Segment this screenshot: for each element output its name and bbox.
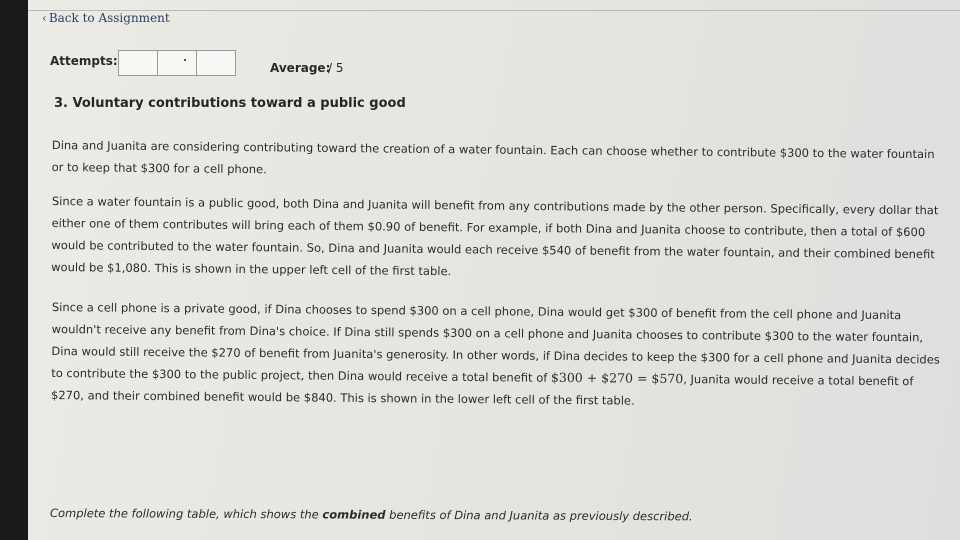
instruction-text-end: benefits of Dina and Juanita as previously described. <box>385 507 693 524</box>
top-bar <box>28 0 960 11</box>
attempts-label: Attempts: <box>50 54 118 68</box>
back-to-assignment-link[interactable] <box>42 11 170 25</box>
attempt-box <box>196 50 236 76</box>
paragraph-public-good: Since a water fountain is a public good, both Dina and Juanita will benefit from any contributions made by the other person. Specifically, every dollar that either one of them contributes will bring each of them $0.90 of benefit. For example, if both Dina and Juanita choose to contribute, then a total of $600 would be contributed to the water fountain. So, Dina and Juanita would each receive $540 of benefit from the water fountain, and their combined benefit would be $1,080. This is shown in the upper left cell of the first table. <box>51 193 939 279</box>
chevron-left-icon: ‹ <box>42 11 47 25</box>
average-value: / 5 <box>328 61 344 75</box>
question-title: 3. Voluntary contributions toward a public good <box>54 96 406 111</box>
average-label: Average: <box>270 61 331 75</box>
back-link-label: Back to Assignment <box>48 11 170 25</box>
attempt-box <box>157 50 197 76</box>
attempts-indicator <box>118 50 235 76</box>
assignment-page <box>28 0 960 540</box>
paragraph-private-good <box>51 296 942 415</box>
benefit-equation: $300 + $270 = $570 <box>550 369 684 387</box>
table-instruction <box>50 506 950 525</box>
paragraph-private-good-text: Since a cell phone is a private good, if Dina chooses to spend $300 on a cell phone, Dina would get $300 of benefit from the cell phone and Juanita wouldn't receive any benefit from Dina's choice. If Dina still spends $300 on a cell phone and Juanita chooses to contribute $300 to the water fountain, Dina would still receive the $270 of benefit from Juanita's generosity. In other words, if Dina decides to keep the $300 for a cell phone and Juanita decides to contribute the $300 to the public project, then Dina would receive a total benefit of <box>51 299 940 385</box>
paragraph-private-good-text-end: , Juanita would receive a total benefit of $270, and their combined benefit would be $840. This is shown in the lower left cell of the first table. <box>50 372 914 408</box>
instruction-text-start: Complete the following table, which shows the <box>49 506 323 522</box>
paragraph-intro: Dina and Juanita are considering contributing toward the creation of a water fountain. Each can choose whether to contribute $300 to the water fountain or to keep that $300 for a cell phone. <box>51 137 935 177</box>
attempt-box <box>118 50 158 76</box>
instruction-emphasis: combined <box>322 507 386 522</box>
